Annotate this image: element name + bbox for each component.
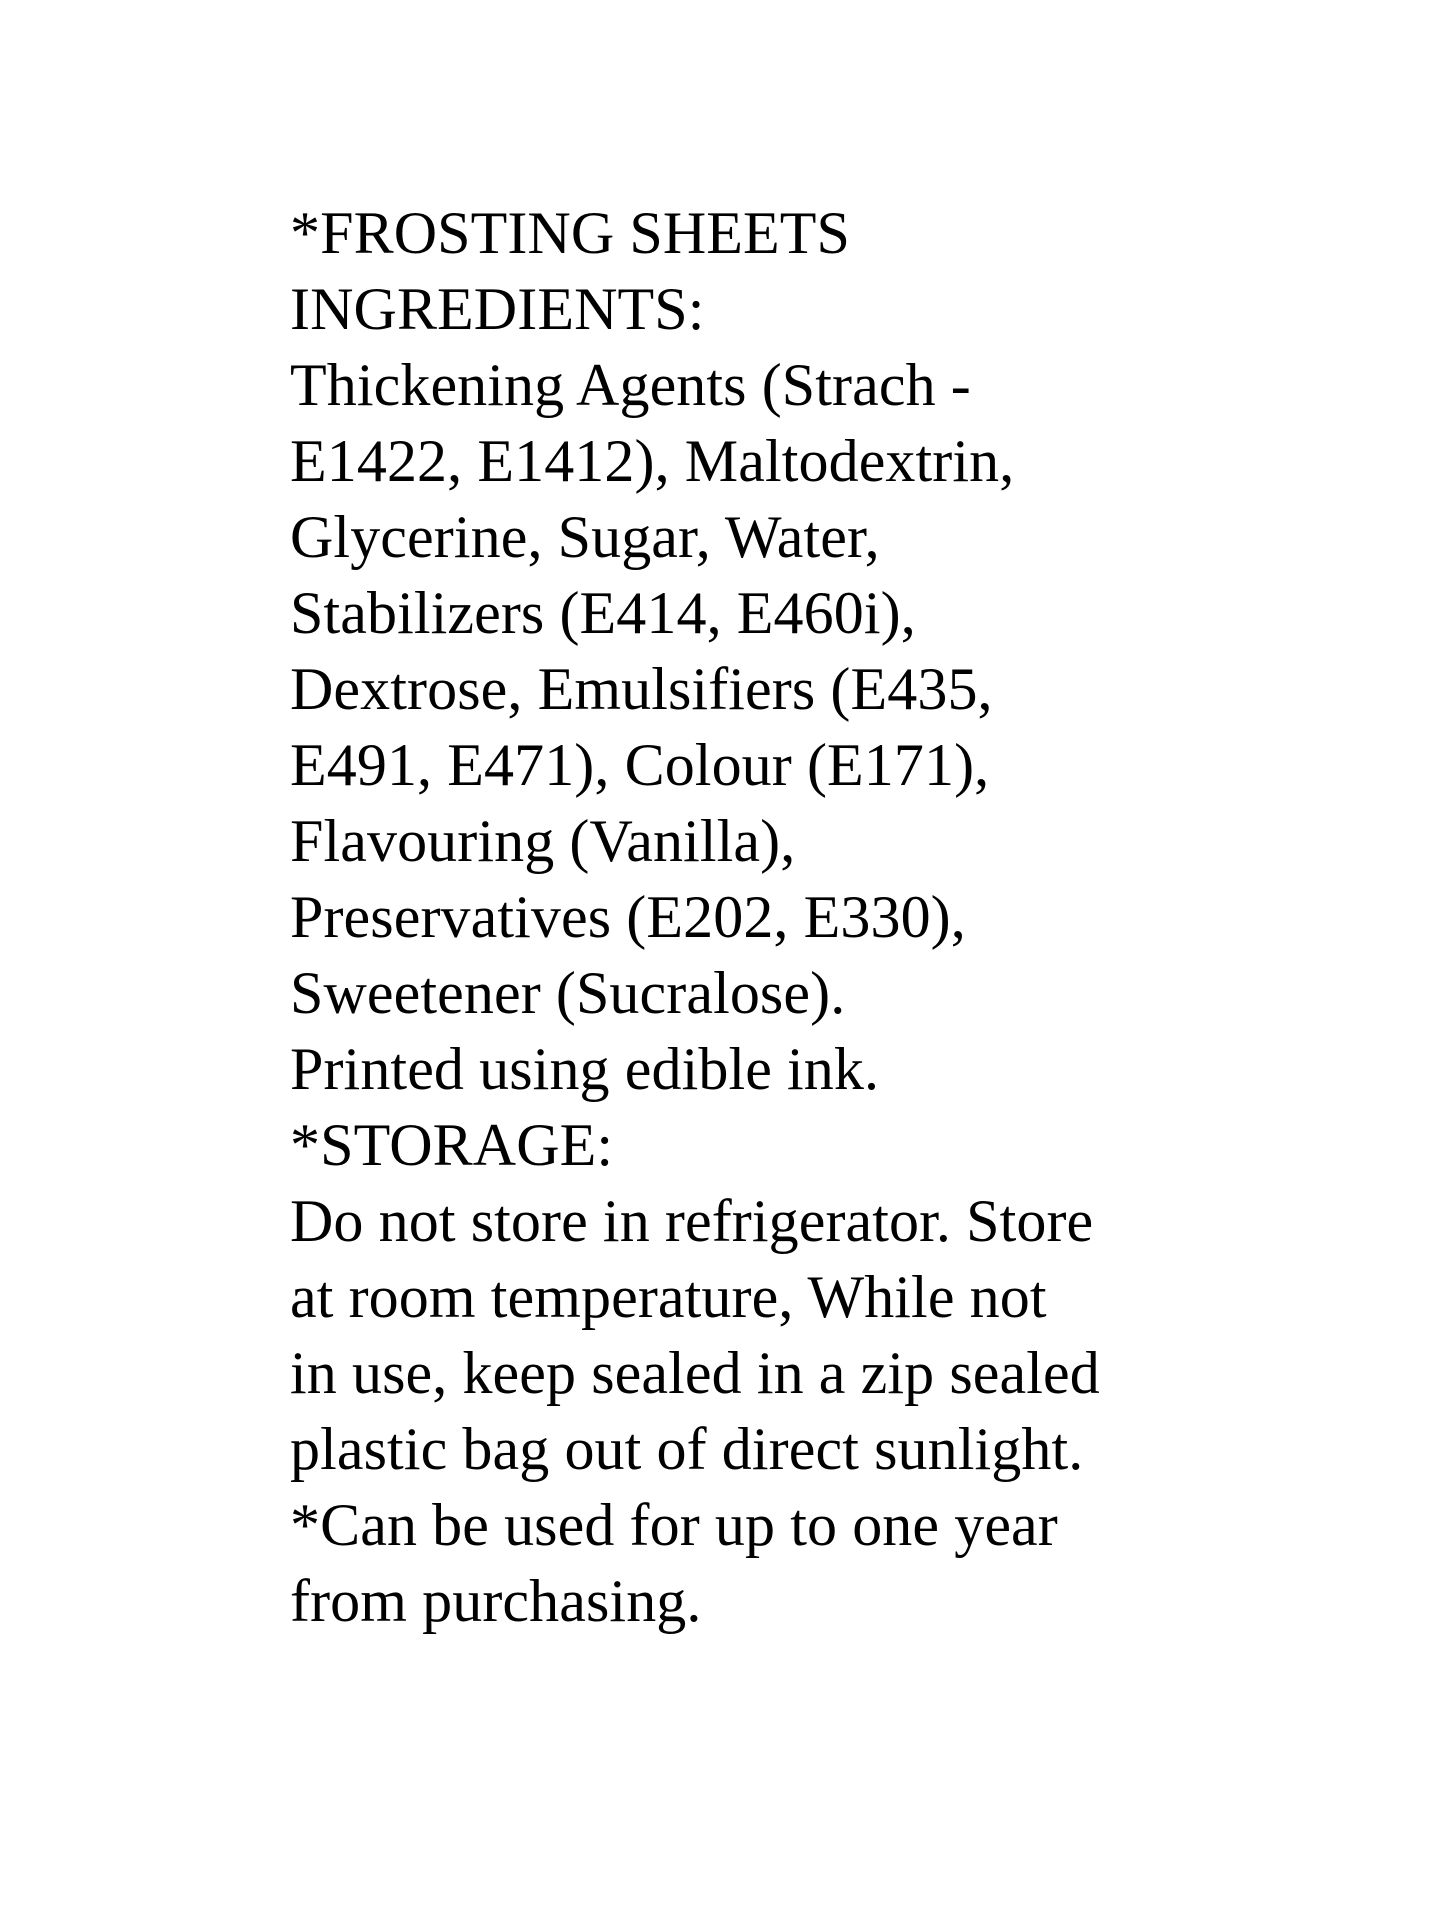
storage-heading: *STORAGE: — [290, 1112, 614, 1178]
shelf-life-line-2: from purchasing. — [290, 1568, 702, 1634]
label-text-block — [290, 195, 1300, 1639]
ingredients-line-4: Stabilizers (E414, E460i), — [290, 580, 916, 646]
shelf-life-line-1: *Can be used for up to one year — [290, 1492, 1058, 1558]
ingredients-line-5: Dextrose, Emulsifiers (E435, — [290, 656, 993, 722]
ingredients-heading-line-2: INGREDIENTS: — [290, 276, 705, 342]
storage-line-2: at room temperature, While not — [290, 1264, 1047, 1330]
storage-line-3: in use, keep sealed in a zip sealed — [290, 1340, 1100, 1406]
ingredients-line-3: Glycerine, Sugar, Water, — [290, 504, 880, 570]
ingredients-line-7: Flavouring (Vanilla), — [290, 808, 796, 874]
ingredients-line-6: E491, E471), Colour (E171), — [290, 732, 990, 798]
storage-line-4: plastic bag out of direct sunlight. — [290, 1416, 1084, 1482]
ingredients-line-8: Preservatives (E202, E330), — [290, 884, 966, 950]
ingredients-line-2: E1422, E1412), Maltodextrin, — [290, 428, 1015, 494]
storage-line-1: Do not store in refrigerator. Store — [290, 1188, 1094, 1254]
ingredients-line-9: Sweetener (Sucralose). — [290, 960, 846, 1026]
edible-ink-note: Printed using edible ink. — [290, 1036, 880, 1102]
ingredients-heading-line-1: *FROSTING SHEETS — [290, 200, 850, 266]
ingredients-line-1: Thickening Agents (Strach - — [290, 352, 971, 418]
